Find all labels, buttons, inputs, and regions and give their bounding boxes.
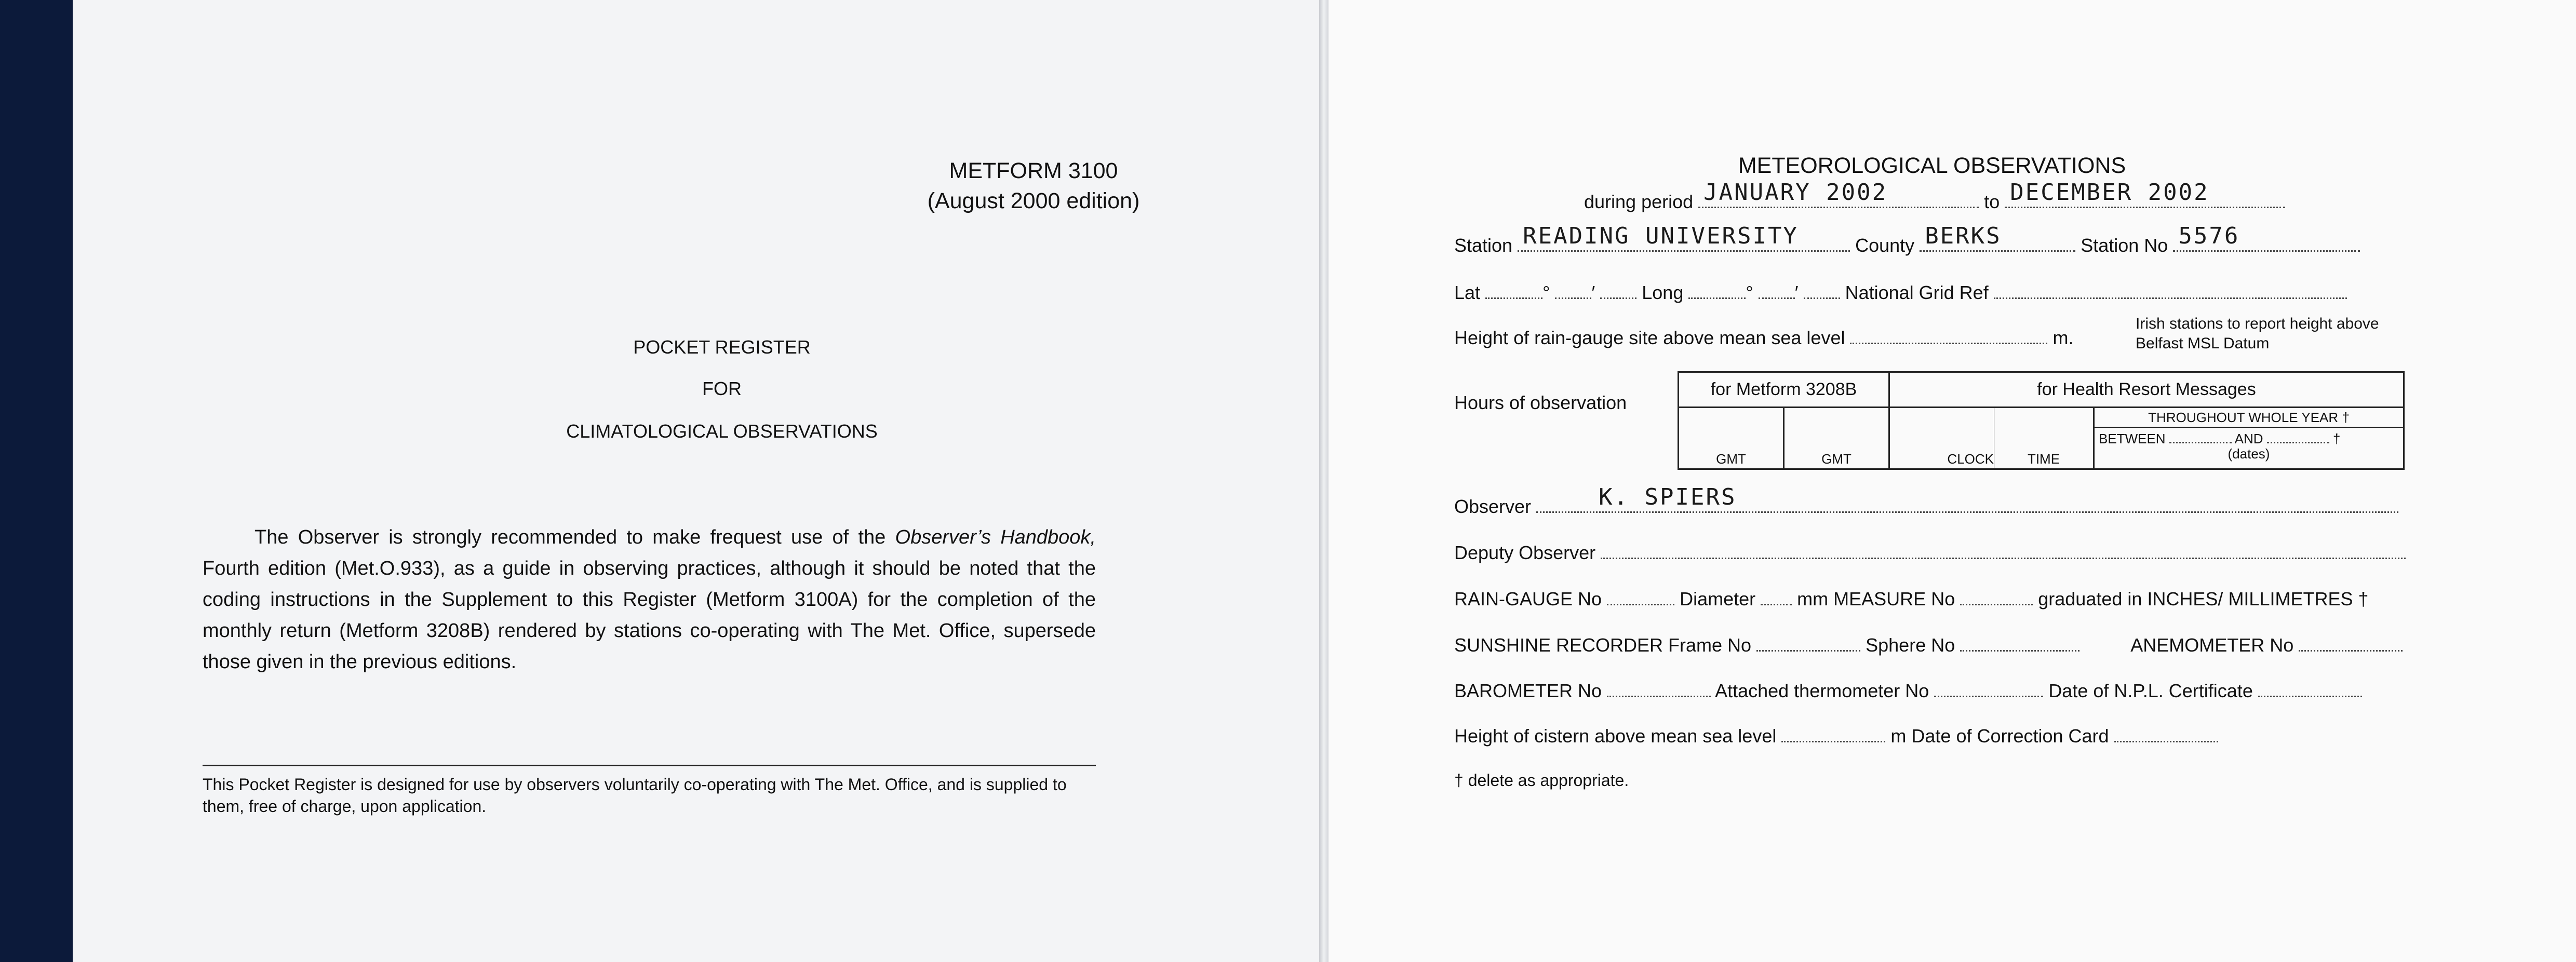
grid-ref-field[interactable] [1994, 284, 2347, 299]
period-label: during period [1584, 191, 1694, 212]
station-value: READING UNIVERSITY [1523, 223, 1799, 249]
period-to-field[interactable] [2005, 179, 2285, 208]
period-from-field[interactable] [1698, 179, 1979, 208]
register-title-line-1: POCKET REGISTER [633, 336, 811, 358]
intro-part-1: The Observer is strongly recommended to make frequest use of the [254, 526, 895, 548]
cistern-label: Height of cistern above mean sea level [1454, 725, 1777, 747]
intro-paragraph [203, 522, 1096, 678]
diameter-field[interactable] [1761, 590, 1792, 605]
intro-part-2: Fourth edition (Met.O.933), as a guide in observing practices, although it should be noted that the coding instructions in the Supplement to this Register (Metform 3100A) for the completion of the monthly return (Metform 3208B) rendered by stations co-operating with The Met. Office, supersede those given in the previous editions. [203, 558, 1096, 673]
graduated-label: graduated in INCHES/ MILLIMETRES † [2038, 588, 2369, 609]
county-value: BERKS [1925, 223, 2002, 249]
sphere-field[interactable] [1960, 636, 2079, 652]
clock-cell[interactable]: CLOCK [1889, 408, 1994, 469]
npl-field[interactable] [2258, 682, 2362, 697]
hours-table [1678, 371, 2405, 470]
irish-note: Irish stations to report height above Belfast MSL Datum [2136, 315, 2379, 352]
cistern-field[interactable] [1781, 727, 1885, 742]
footnote: † delete as appropriate. [1454, 771, 1629, 790]
metform-header-cell: for Metform 3208B [1679, 372, 1889, 408]
observer-field[interactable] [1536, 484, 2398, 513]
anemometer-field[interactable] [2299, 636, 2403, 652]
rain-gauge-no-field[interactable] [1607, 590, 1674, 605]
correction-field[interactable] [2114, 727, 2218, 742]
period-from-value: JANUARY 2002 [1703, 179, 1888, 206]
anemometer-label: ANEMOMETER No [2130, 634, 2294, 656]
health-header-cell: for Health Resort Messages [1889, 372, 2404, 408]
min-symbol: ′ [1591, 282, 1595, 303]
observer-row [1454, 484, 2398, 518]
barometer-field[interactable] [1607, 682, 1711, 697]
rain-gauge-row [1454, 588, 2369, 610]
diameter-label: Diameter [1680, 588, 1756, 609]
thermometer-field[interactable] [1934, 682, 2043, 697]
edition: (August 2000 edition) [927, 188, 1140, 213]
deputy-field[interactable] [1601, 544, 2406, 559]
lat-deg-field[interactable] [1485, 284, 1542, 299]
period-to-label: to [1984, 191, 2000, 212]
lat-label: Lat [1454, 282, 1481, 303]
long-deg-field[interactable] [1688, 284, 1746, 299]
dates-label: (dates) [2228, 446, 2270, 462]
left-page [73, 0, 1319, 962]
gmt-cell-2[interactable]: GMT [1784, 408, 1889, 469]
county-field[interactable] [1920, 223, 2075, 252]
handbook-title: Observer’s Handbook, [895, 526, 1096, 548]
gauge-height-row [1454, 327, 2074, 349]
lat-min-field[interactable] [1555, 284, 1591, 299]
sunshine-label: SUNSHINE RECORDER Frame No [1454, 634, 1752, 656]
form-title: METEOROLOGICAL OBSERVATIONS [1738, 153, 2126, 178]
and-date-field[interactable] [2267, 432, 2329, 443]
cistern-row [1454, 725, 2218, 747]
long-label: Long [1642, 282, 1684, 303]
between-date-field[interactable] [2169, 432, 2232, 443]
rain-gauge-label: RAIN-GAUGE No [1454, 588, 1602, 609]
min-symbol: ′ [1794, 282, 1799, 303]
deputy-label: Deputy Observer [1454, 542, 1596, 563]
book-spine [1319, 0, 1329, 962]
barometer-label: BAROMETER No [1454, 680, 1602, 701]
long-min-field[interactable] [1759, 284, 1795, 299]
deg-symbol: ° [1542, 282, 1550, 303]
sunshine-row [1454, 634, 2403, 656]
long-sec-field[interactable] [1804, 284, 1840, 299]
measure-label: MEASURE No [1833, 588, 1955, 609]
throughout-label: THROUGHOUT WHOLE YEAR † [2095, 408, 2403, 428]
npl-label: Date of N.P.L. Certificate [2048, 680, 2253, 701]
station-no-label: Station No [2081, 235, 2168, 256]
lat-sec-field[interactable] [1600, 284, 1636, 299]
mm-label: mm [1797, 588, 1829, 609]
period-row [1584, 179, 2285, 213]
gauge-height-field[interactable] [1850, 329, 2047, 344]
cistern-unit: m [1890, 725, 1907, 747]
gmt-cell-1[interactable]: GMT [1679, 408, 1784, 469]
time-cell[interactable]: TIME [1994, 408, 2094, 469]
measure-no-field[interactable] [1960, 590, 2033, 605]
metform-header [852, 156, 1215, 216]
throughout-cell [2094, 408, 2404, 469]
deg-symbol: ° [1746, 282, 1753, 303]
register-title-line-3: CLIMATOLOGICAL OBSERVATIONS [566, 421, 878, 442]
period-to-value: DECEMBER 2002 [2010, 179, 2209, 206]
hours-label: Hours of observation [1454, 392, 1627, 413]
register-title-line-2: FOR [702, 378, 742, 399]
gauge-height-unit: m. [2052, 327, 2074, 348]
station-no-field[interactable] [2173, 223, 2360, 252]
station-no-value: 5576 [2178, 223, 2240, 249]
gauge-height-label: Height of rain-gauge site above mean sea level [1454, 327, 1845, 348]
county-label: County [1855, 235, 1915, 256]
correction-label: Date of Correction Card [1911, 725, 2109, 747]
deputy-row [1454, 542, 2406, 564]
observer-value: K. SPIERS [1599, 484, 1737, 510]
lat-long-row [1454, 282, 2347, 304]
divider [203, 765, 1096, 766]
sphere-label: Sphere No [1866, 634, 1955, 656]
station-label: Station [1454, 235, 1513, 256]
right-page [1327, 0, 2576, 962]
between-row: BETWEEN AND † [2099, 431, 2341, 446]
sunshine-frame-field[interactable] [1756, 636, 1860, 652]
grid-ref-label: National Grid Ref [1845, 282, 1989, 303]
observer-label: Observer [1454, 496, 1532, 517]
station-field[interactable] [1518, 223, 1850, 252]
form-number: METFORM 3100 [949, 158, 1118, 183]
station-row [1454, 223, 2360, 256]
thermometer-label: Attached thermometer No [1715, 680, 1929, 701]
footer-note: This Pocket Register is designed for use by observers voluntarily co-operating with The Met. Office, and is supplied to them, free of charge, upon application. [203, 775, 1067, 816]
barometer-row [1454, 680, 2362, 702]
